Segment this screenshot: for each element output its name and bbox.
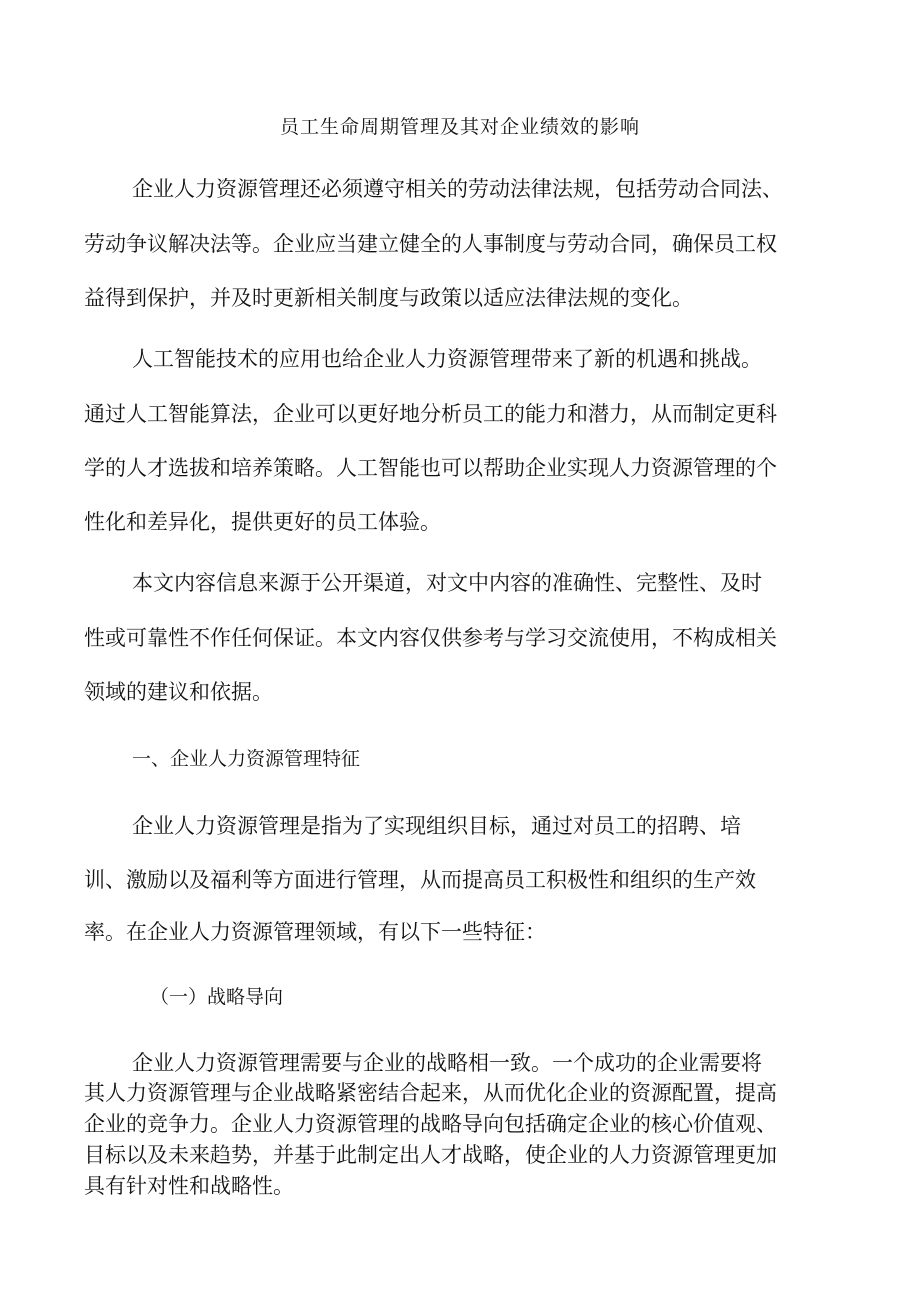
- paragraph-5-line-3: 企业的竞争力。企业人力资源管理的战略导向包括确定企业的核心价值观、: [84, 1112, 777, 1136]
- paragraph-5-line-2: 其人力资源管理与企业战略紧密结合起来，从而优化企业的资源配置，提高: [84, 1081, 777, 1105]
- subsection-heading: （一）战略导向: [150, 986, 284, 1008]
- paragraph-4-line-1: 企业人力资源管理是指为了实现组织目标，通过对员工的招聘、培: [132, 814, 741, 838]
- paragraph-5-line-5: 具有针对性和战略性。: [84, 1174, 294, 1198]
- paragraph-2-line-1: 人工智能技术的应用也给企业人力资源管理带来了新的机遇和挑战。: [132, 347, 762, 371]
- paragraph-5-line-1: 企业人力资源管理需要与企业的战略相一致。一个成功的企业需要将: [132, 1051, 762, 1075]
- paragraph-4-line-2: 训、激励以及福利等方面进行管理，从而提高员工积极性和组织的生产效: [84, 868, 756, 892]
- paragraph-2-line-4: 性化和差异化，提供更好的员工体验。: [84, 510, 441, 534]
- paragraph-4-line-3: 率。在企业人力资源管理领域，有以下一些特征：: [84, 920, 546, 944]
- paragraph-1-line-1: 企业人力资源管理还必须遵守相关的劳动法律法规，包括劳动合同法、: [132, 177, 783, 201]
- paragraph-3-line-2: 性或可靠性不作任何保证。本文内容仅供参考与学习交流使用，不构成相关: [84, 626, 777, 650]
- paragraph-2-line-2: 通过人工智能算法，企业可以更好地分析员工的能力和潜力，从而制定更科: [84, 402, 777, 426]
- paragraph-3-line-3: 领域的建议和依据。: [84, 680, 273, 704]
- paragraph-1-line-2: 劳动争议解决法等。企业应当建立健全的人事制度与劳动合同，确保员工权: [84, 232, 777, 256]
- paragraph-3-line-1: 本文内容信息来源于公开渠道，对文中内容的准确性、完整性、及时: [132, 571, 762, 595]
- paragraph-2-line-3: 学的人才选拔和培养策略。人工智能也可以帮助企业实现人力资源管理的个: [84, 456, 777, 480]
- paragraph-5-line-4: 目标以及未来趋势，并基于此制定出人才战略，使企业的人力资源管理更加: [84, 1143, 777, 1167]
- section-heading: 一、企业人力资源管理特征: [132, 748, 361, 770]
- document-title: 员工生命周期管理及其对企业绩效的影响: [279, 116, 640, 138]
- paragraph-1-line-3: 益得到保护，并及时更新相关制度与政策以适应法律法规的变化。: [84, 286, 693, 310]
